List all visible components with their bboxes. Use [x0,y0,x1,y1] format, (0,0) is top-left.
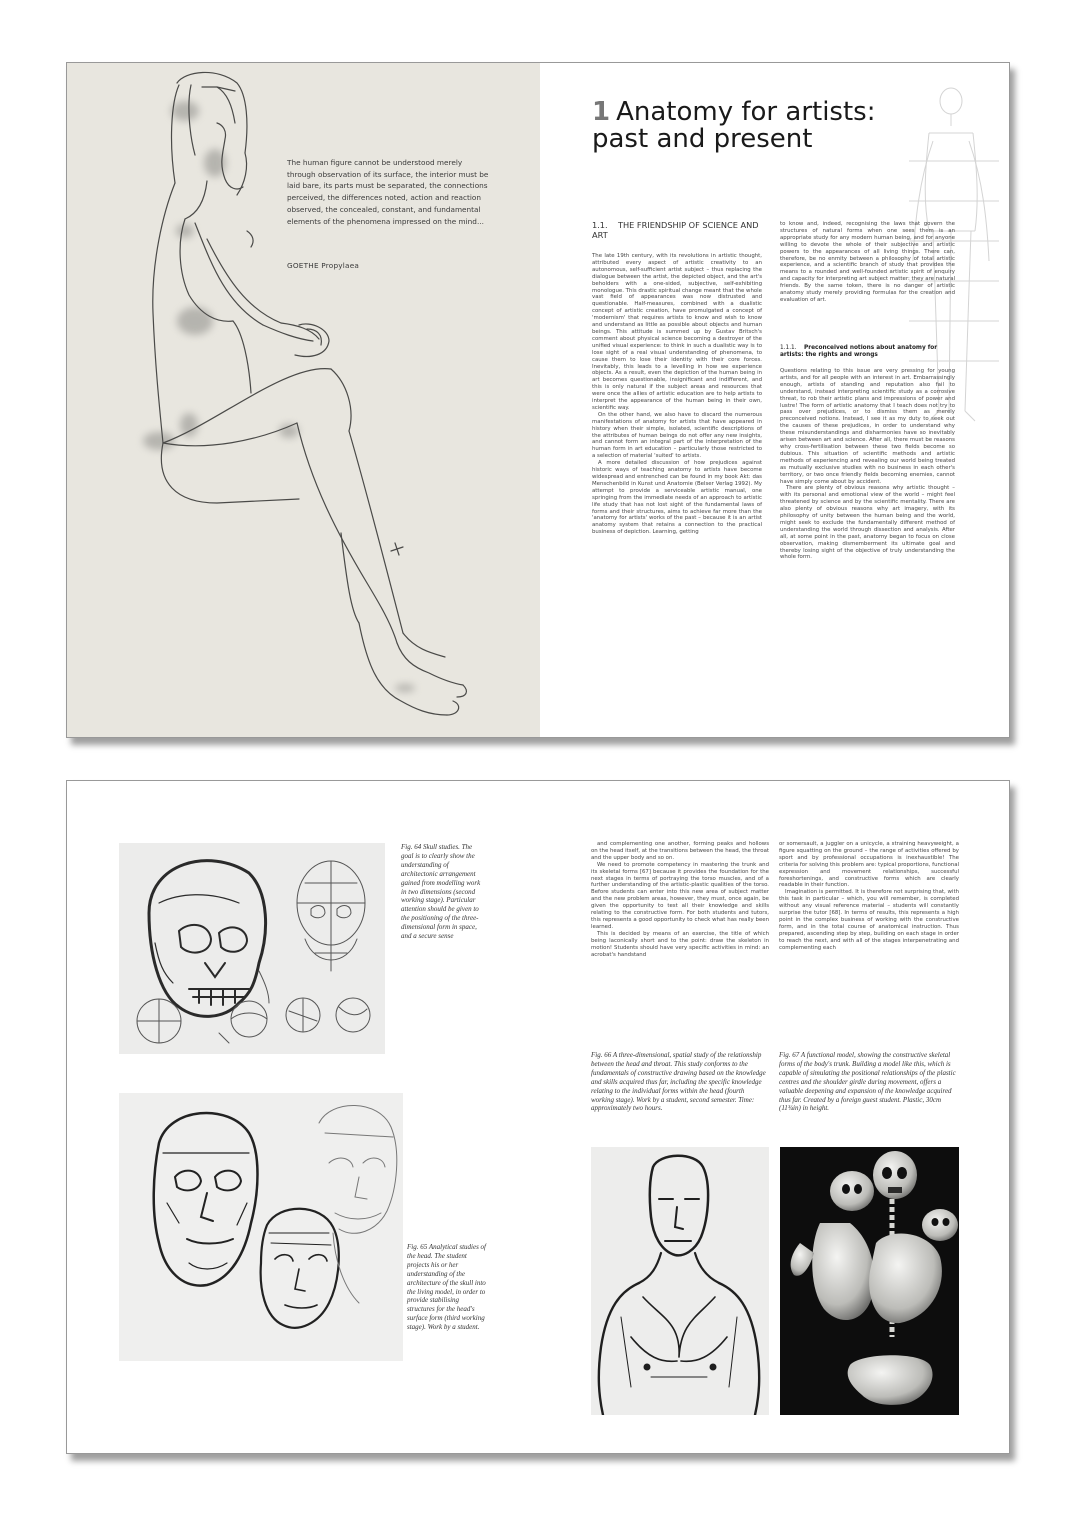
body-column-2-bottom [780,368,955,561]
paragraph: The late 19th century, with its revolutions in artistic thought, attributed every aspect of artistic creativity to an autonomous, self-sufficient artist subject – thus replacing the dialogue between the artist, the depicted object, and the art's beholders with a one-sided, subjective, self-exhibiting monologue. This drastic spiritual change meant that the whole vast field of appearances was now distrusted and questionable. Half-measures, combined with a dualistic concept of artistic creation, have promulgated a concept of 'modernism' that requires artists to know and wish to know and understand as little as possible about objects and human beings. This attitude is summed up by Gustav Britsch's comment about physical science becoming a destroyer of the unified visual experience: to think in such a dualistic way is to lose sight of a real visual understanding of phenomena, to cause them to lose their identity with their core forces. Inevitably, this leads to a levelling in how we experience objects. As a result, even the depiction of the human being in art becomes questionable, insignificant and indifferent, and this is only natural if the subject areas and resources that were once the allies of artistic education are to help artists to interpret the appearance of the human being in their own, scientific way. [592,253,762,411]
paragraph: A more detailed discussion of how prejudices against historic ways of teaching anatomy to artists have become widespread and entrenched can be found in my book Akt: das Menschenbild in Kunst und Anatomie (Belser Verlag 1992). My attempt to provide a serviceable artistic manual, one springing from the immediate needs of an approach to artistic life study that has not lost sight of the fundamental laws of forms and their structures, aims to achieve far more than the 'anatomy for artists' works of the past – because it is an artist anatomy system that retains a connection to the practical business of depiction. Learning, getting [592,460,762,536]
body-column-3 [591,841,769,958]
paragraph: or somersault, a juggler on a unicycle, a straining heavyweight, a figure squatting on the ground – the range of activities offered by sport and by professional occupations is inexhaustible! The criteria for solving this problem are: typical proportions, functional expression and movement relationships, successful foreshortenings, and constructive forms which are clearly readable in their function. [779,841,959,889]
book-spread-chapter-1 [66,62,1010,738]
chapter-number: 1 [592,97,611,127]
subsection-heading [780,345,955,360]
paragraph: On the other hand, we also have to discard the numerous manifestations of anatomy for artists that have appeared in history when their simple, isolated, scientific descriptions of the attributes of human beings do not offer any new insights, and cannot form an integral part of the interpretation of the human form in art education – particularly those restricted to a selection of material 'suited' to artists. [592,411,762,460]
fig-66-caption: Fig. 66 A three-dimensional, spatial study of the relationship between the head and throat. This study conforms to the fundamentals of constructive drawing based on the knowledge and skills acquired thus far, including the specific knowledge relating to the individual forms within the head (fourth working stage). Work by a student, second semester. Time: approximately two hours. [591,1051,766,1113]
fig-66-head-throat-study-image [591,1147,769,1415]
fig-65-head-studies-image [119,1093,403,1361]
head-sketch [119,1093,403,1361]
body-column-4 [779,841,959,952]
paragraph: We need to promote competency in mastering the trunk and its skeletal forms [67] because it provides the foundation for the next stages in terms of portraying the torso muscles, and of a further understanding of the artistic-plastic qualities of the torso. Before students can enter into this new area of subject matter and the new problem areas, however, they must, once again, be given the opportunity to test all their knowledge and skills relating to the constructive form. For both students and tutors, this represents a good opportunity to check what has really been learned. [591,861,769,930]
section-number: 1.1. [592,220,608,230]
right-page-chapter-text [540,63,1009,737]
fig-64-skull-studies-image [119,843,385,1054]
paragraph: to know and, indeed, recognising the laws that govern the structures of natural forms when one sees them is an appropriate study for any modern human being, and for anyone willing to devote the whole of their subjective and artistic powers to the appearances of all living things. There can, therefore, be no enmity between a philosophy of total artistic experience, and a scientific branch of study that provides the means to a rounded and well-founded artistic spirit of enquiry and capacity for interpreting art subject matter: they are natural friends. By the same token, there is no danger of artistic anatomy study merely providing formulas for the creation and evaluation of art. [780,221,955,303]
chapter-heading [592,99,922,153]
chapter-title-text: Anatomy for artists: past and present [592,97,876,154]
fig-65-caption: Fig. 65 Analytical studies of the head. The student projects his or her understanding of the architecture of the skull into the living model, in order to provide stabilising structures for the head's surface form (third working stage). Work by a student. [407,1243,487,1332]
fig-67-caption: Fig. 67 A functional model, showing the constructive skeletal forms of the body's trunk. Building a model like this, which is capable of simulating the positional relationships of the plastic centres and the shoulder girdle during movement, offers a valuable deepening and expansion of the knowledge acquired thus far. Created by a foreign guest student. Plastic, 30cm (11¾in) in height. [779,1051,956,1113]
fig-67-skeletal-model-image [780,1147,959,1415]
skeletal-model-photo [780,1147,959,1415]
goethe-quote: The human figure cannot be understood merely through observation of its surface, the interior must be laid bare, its parts must be separated, the connections perceived, the differences noted, action and reaction observed, the concealed, constant, and fundamental elements of the phenomena impressed on the mind... [287,158,489,226]
paragraph: Imagination is permitted. It is therefore not surprising that, with this task in particular – which, you will remember, is completed without any visual reference material – students will constantly surprise the tutor [68]. In terms of results, this represents a high point in the complex business of working with the constructive form, and in the total course of anatomical instruction. Thus prepared, ascending step by step, building on each stage in order to reach the next, and with all of the stages interpenetrating and complementing each [779,889,959,951]
body-column-1 [592,253,762,536]
quote-attribution: GOETHE Propylaea [287,261,360,270]
book-spread-figures [66,780,1010,1454]
section-heading [592,220,762,240]
left-page-figure-drawing [67,63,540,737]
fig-64-caption: Fig. 64 Skull studies. The goal is to clearly show the understanding of architectonic arrangement gained from modelling work in two dimensions (second working stage). Particular attention should be given to the positioning of the three-dimensional form in space, and a secure sense [401,843,481,941]
subsection-title: Preconceived notions about anatomy for artists: the rights and wrongs [780,345,938,359]
paragraph: Questions relating to this issue are very pressing for young artists, and for all people with an interest in art. Embarrassingly enough, artists of standing and reputation also fail to understand, instead interpreting scientific study as a corrosive threat, to rob their artistic plans and impressions of power and lustre! The form of artistic anatomy that I teach does not try to pass over prejudices, or to dismiss them as merely preconceived notions. Instead, I see it as my duty to seek out the causes of these prejudices, in order to understand why these misunderstandings and disharmonies have so inevitably arisen between art and science. After all, there must be reasons why cross-fertilisation between these two fields become so dubious. This situation of scientific methods and artistic methods of experiencing and revealing our world being treated as mutually exclusive studies with no business in each other's territory, or two once friendly fields becoming enemies, cannot have simply come about by accident. [780,368,955,485]
section-title: THE FRIENDSHIP OF SCIENCE AND ART [592,220,759,240]
body-column-2-top [780,221,955,304]
subsection-number: 1.1.1. [780,345,797,351]
skull-sketch [119,843,385,1054]
paragraph: There are plenty of obvious reasons why artistic thought – with its personal and emotional view of the world – might feel threatened by science and by the scientific mentality. There are also plenty of obvious reasons why art imagery, with its philosophy of unity between the human being and the world, might seek to exclude the fundamentally different method of understanding the world through dissection and analysis. After all, at some point in the past, anatomy began to focus on close observation, making dismemberment its ultimate goal and thereby losing sight of the objective of truly understanding the whole form. [780,485,955,561]
torso-sketch [591,1147,769,1415]
paragraph: This is decided by means of an exercise, the title of which being laconically short and to the point: draw the skeleton in motion! Students should have very specific activities in mind: an acrobat's handstand [591,930,769,958]
paragraph: and complementing one another, forming peaks and hollows on the head itself, at the transitions between the head, the throat and the upper body and so on. [591,841,769,861]
